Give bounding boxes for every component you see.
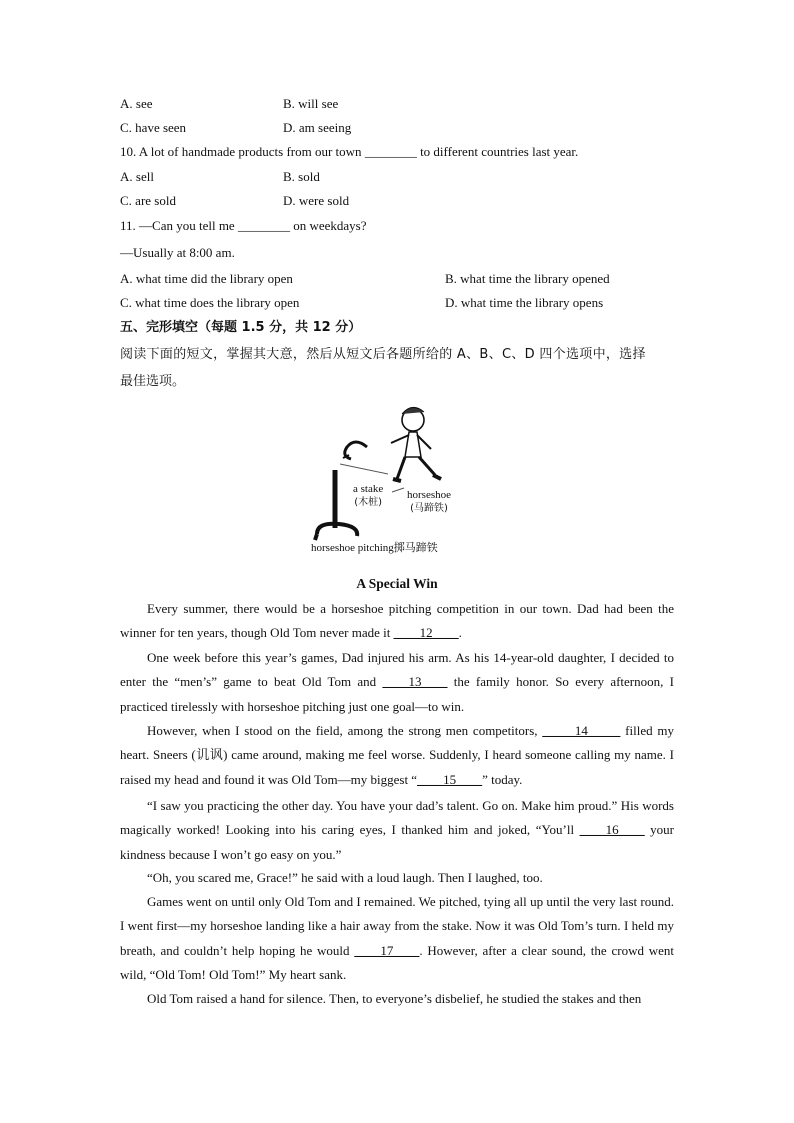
paragraph-text: “Oh, you scared me, Grace!” he said with a loud laugh. Then I laughed, too.: [147, 870, 543, 885]
paragraph-text: Every summer, there would be a horseshoe pitching competition in our town. Dad had been the winner for ten years, though Old Tom never made it: [120, 601, 674, 641]
paragraph-text: . However, after a clear sound, the crowd went wild, “Old Tom! Old Tom!” My heart sank.: [120, 942, 675, 982]
paragraph-text: .: [458, 625, 462, 641]
blank-14: _____14_____: [542, 723, 621, 738]
paragraph-text: One week before this year’s games, Dad injured his arm. As his 14-year-old daughter, I decided to enter the “men’s” game to beat Old Tom and: [120, 650, 674, 690]
blank-12: ____12____: [393, 625, 459, 641]
section-heading: 五、完形填空（每题 1.5 分，共 12 分）: [120, 320, 362, 335]
paragraph-text: the family honor. So every afternoon, I practiced tirelessly with horseshoe pitching just one goal—to win.: [120, 674, 674, 714]
q10-stem: [120, 143, 578, 161]
passage-paragraph-4: [120, 794, 674, 867]
q11-stem-text-end: on weekdays?: [289, 218, 367, 233]
q10-option-a: A. sell: [120, 169, 154, 184]
section-instruction-line2: 最佳选项。: [120, 374, 186, 389]
q10-option-c: C. are sold: [120, 193, 176, 208]
illustration-svg: [305, 402, 475, 562]
paragraph-text: ” today.: [482, 771, 523, 787]
horseshoe-label-en: horseshoe: [407, 489, 451, 501]
passage-paragraph-3: [120, 719, 674, 792]
figure-caption: horseshoe pitching掷马蹄铁: [311, 542, 438, 554]
q10-stem-text: 10. A lot of handmade products from our town: [120, 144, 365, 159]
paragraph-text: filled my heart. Sneers (讥讽) came around, making me feel worse. Suddenly, I heard someone calling my name. I raised my head and found it was Old Tom—my biggest “: [120, 723, 675, 787]
blank-17: ____17____: [354, 942, 420, 958]
horseshoe-icon: [317, 524, 357, 536]
horseshoe-pitching-illustration: [305, 402, 475, 562]
passage-paragraph-7: [120, 987, 674, 1011]
paragraph-text: Games went on until only Old Tom and I remained. We pitched, tying all up until the very last round. I went first—my horseshoe landing like a hair away from the stake. Now it was Old Tom’s turn. I held my breath, and couldn’t help hoping he would: [120, 894, 674, 958]
q10-option-d: D. were sold: [283, 193, 350, 208]
passage-paragraph-6: [120, 890, 674, 987]
q10-blank: ________: [364, 144, 417, 159]
q11-stem-text: 11. —Can you tell me: [120, 218, 238, 233]
q11-option-b: B. what time the library opened: [445, 271, 610, 286]
passage-paragraph-2: [120, 646, 674, 719]
paragraph-text: “I saw you practicing the other day. You have your dad’s talent. Go on. Make him proud.” His words magically worked! Looking into his caring eyes, I thanked him and joked, “You’ll: [120, 798, 674, 838]
passage-paragraph-5: [120, 866, 674, 890]
paragraph-text: Old Tom raised a hand for silence. Then, to everyone’s disbelief, he studied the stakes and then: [147, 991, 642, 1006]
blank-16: ____16____: [579, 822, 645, 838]
blank-15: ____15____: [417, 771, 483, 787]
passage-title: A Special Win: [356, 576, 438, 591]
q9-option-a: A. see: [120, 96, 153, 111]
q11-answer: —Usually at 8:00 am.: [120, 245, 235, 260]
paragraph-text: However, when I stood on the field, among the strong men competitors,: [147, 723, 543, 738]
stake-label-cn: (木桩): [354, 497, 383, 508]
q10-option-b: B. sold: [283, 169, 320, 184]
q11-option-a: A. what time did the library open: [120, 271, 293, 286]
q11-option-c: C. what time does the library open: [120, 295, 300, 310]
horseshoe-label: [407, 488, 451, 516]
q9-option-b: B. will see: [283, 96, 339, 111]
blank-13: ____13____: [382, 674, 448, 690]
paragraph-text: your kindness because I won’t go easy on you.”: [120, 822, 674, 862]
q9-option-c: C. have seen: [120, 120, 187, 135]
q11-stem: [120, 217, 366, 235]
stake-label: [353, 482, 383, 510]
section-instruction-line1: 阅读下面的短文，掌握其大意，然后从短文后各题所给的 A、B、C、D 四个选项中，选择: [120, 347, 646, 362]
passage-paragraph-1: [120, 597, 674, 646]
q9-option-d: D. am seeing: [283, 120, 352, 135]
q11-option-d: D. what time the library opens: [445, 295, 604, 310]
stake-label-en: a stake: [353, 483, 384, 495]
q11-blank: ________: [237, 218, 290, 233]
q10-stem-text-end: to different countries last year.: [416, 144, 579, 159]
horseshoe-label-cn: (马蹄铁): [410, 503, 448, 514]
